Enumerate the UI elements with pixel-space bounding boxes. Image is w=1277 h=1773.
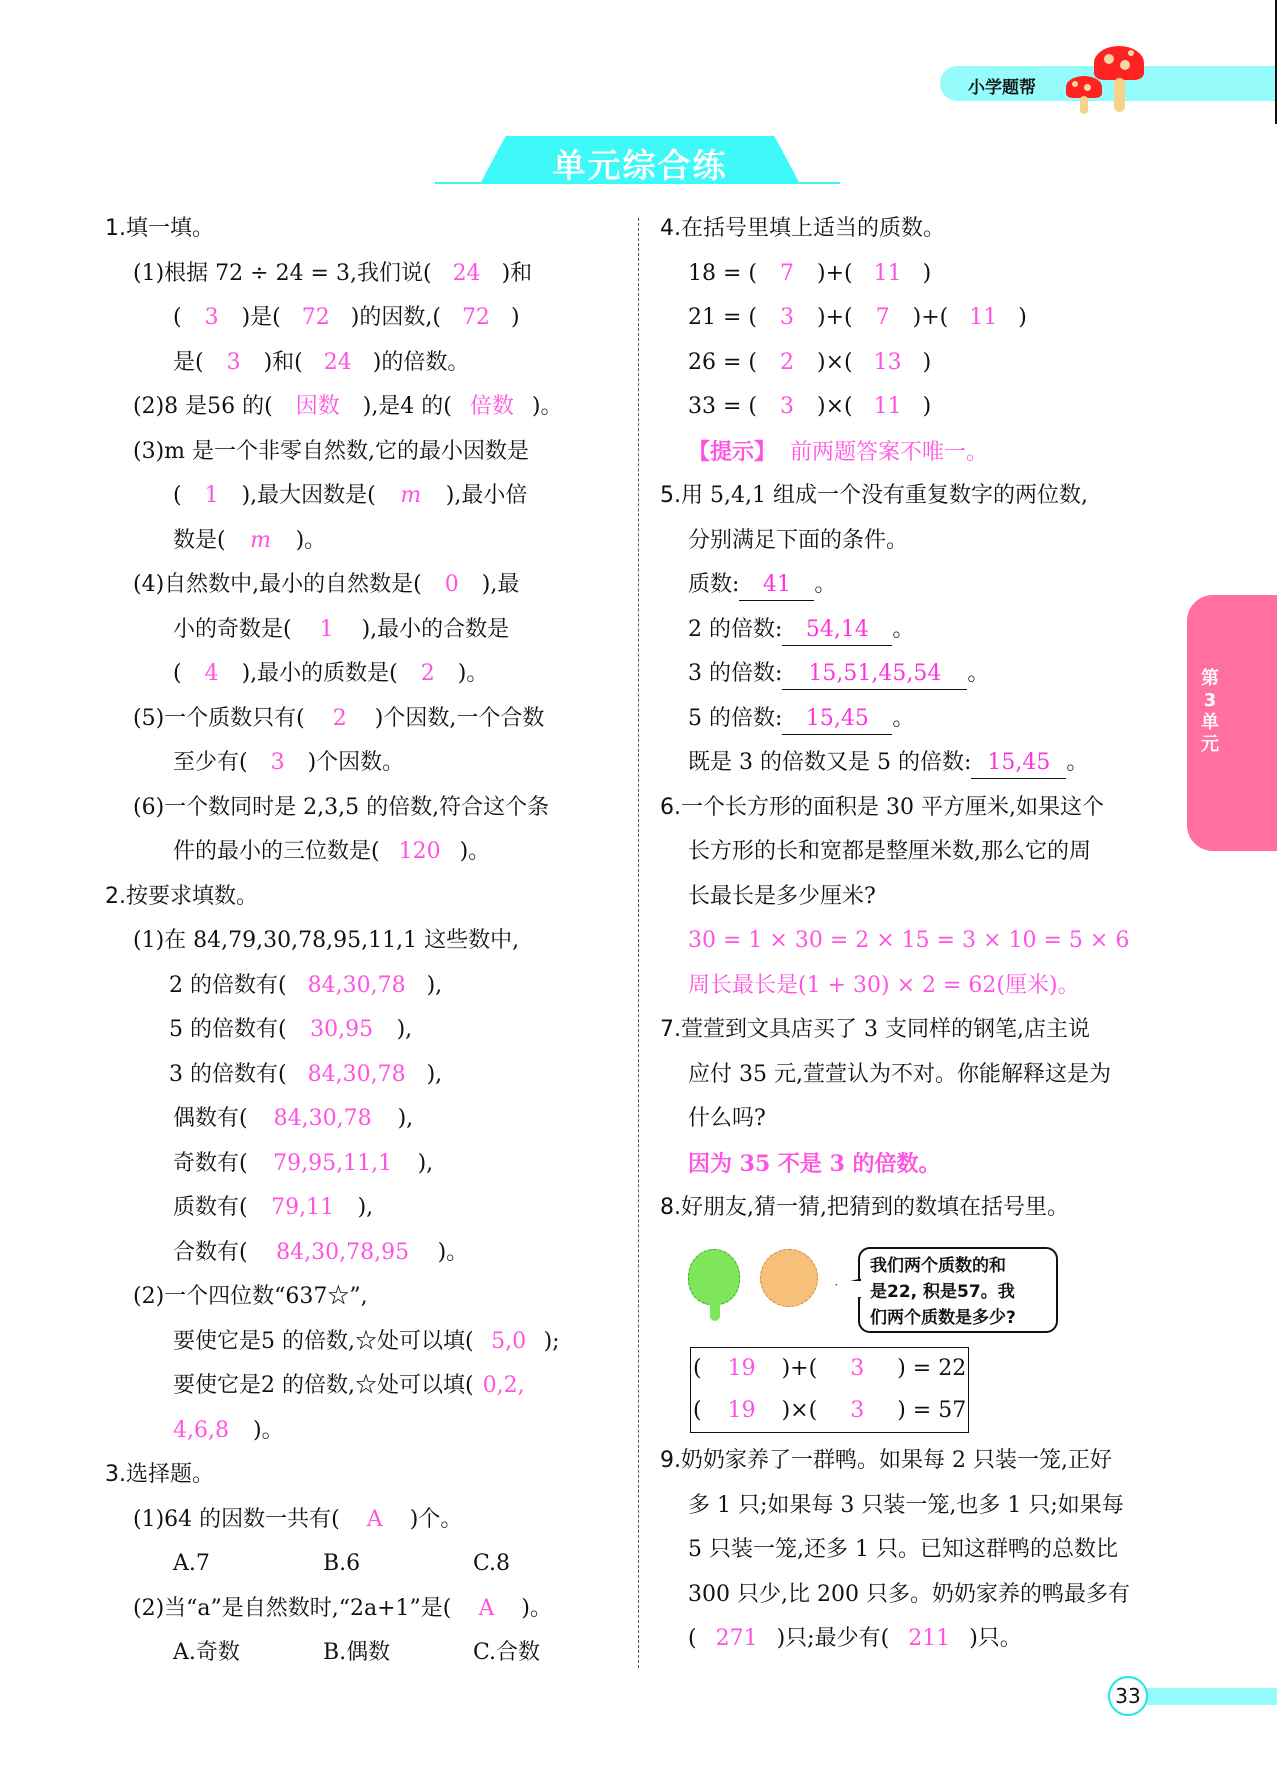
answer: 11 bbox=[969, 305, 998, 330]
q2-row: 质数有( 79,11 ), bbox=[105, 1186, 625, 1231]
q4-hint: 【提示】 前两题答案不唯一。 bbox=[688, 438, 989, 465]
option: C.8 bbox=[473, 1551, 511, 1576]
option: A.奇数 bbox=[173, 1640, 240, 1665]
q1-p4-line1: (4)自然数中,最小的自然数是( 0 ),最 bbox=[105, 563, 625, 608]
answer: m bbox=[400, 483, 422, 508]
q9-line3: 5 只装一笼,还多 1 只。已知这群鸭的总数比 bbox=[688, 1537, 1118, 1562]
answer: 79,95,11,1 bbox=[273, 1150, 393, 1176]
answer: 3 bbox=[226, 349, 241, 375]
speech-bubble: 我们两个质数的和 是22, 积是57。我 们两个质数是多少? bbox=[858, 1247, 1058, 1333]
answer: 4 bbox=[204, 661, 219, 686]
answer: 1 bbox=[204, 483, 219, 508]
q2-row: 合数有( 84,30,78,95 )。 bbox=[105, 1231, 625, 1276]
orange-character-icon bbox=[760, 1249, 818, 1307]
answer: 2 bbox=[332, 705, 347, 731]
column-divider bbox=[638, 218, 639, 1668]
q2-row: 2 的倍数有( 84,30,78 ), bbox=[105, 964, 625, 1009]
q1-p1-line1: (1)根据 72 ÷ 24 = 3,我们说( 24 )和 bbox=[105, 252, 625, 297]
q1-p3-line2: ( 1 ),最大因数是( m ),最小倍 bbox=[105, 474, 625, 519]
q9-line4: 300 只少,比 200 只多。奶奶家养的鸭最多有 bbox=[688, 1581, 1130, 1607]
q2-heading: 2.按要求填数。 bbox=[105, 883, 259, 909]
q2-p2-intro: (2)一个四位数“637☆”, bbox=[133, 1284, 368, 1309]
right-column bbox=[660, 207, 1180, 1662]
answer: 84,30,78 bbox=[273, 1106, 372, 1131]
q2-p2-line1: 要使它是5 的倍数,☆处可以填( 5,0 ); bbox=[105, 1320, 625, 1365]
answer: 3 bbox=[204, 305, 219, 330]
q5-row: 质数: 41 。 bbox=[660, 563, 1180, 608]
answer: 15,45 bbox=[971, 748, 1066, 779]
answer: 271 bbox=[715, 1626, 758, 1651]
answer: 72 bbox=[461, 305, 490, 330]
q5-heading: 5.用 5,4,1 组成一个没有重复数字的两位数, bbox=[660, 483, 1088, 508]
q1-p1-line2: ( 3 )是( 72 )的因数,( 72 ) bbox=[105, 296, 625, 341]
answer: 0,2, bbox=[482, 1373, 525, 1398]
answer: 7 bbox=[780, 260, 794, 286]
q7-line2: 应付 35 元,萱萱认为不对。你能解释这是为 bbox=[688, 1061, 1111, 1087]
q9-line2: 多 1 只;如果每 3 只装一笼,也多 1 只;如果每 bbox=[688, 1492, 1124, 1518]
option: B.偶数 bbox=[323, 1640, 391, 1665]
q7-answer: 因为 35 不是 3 的倍数。 bbox=[688, 1150, 941, 1177]
answer: 7 bbox=[875, 305, 890, 330]
q8-illustration bbox=[660, 1239, 1180, 1337]
q2-p2-line3: 4,6,8 )。 bbox=[105, 1409, 625, 1454]
answer: 24 bbox=[323, 349, 352, 375]
answer: 11 bbox=[873, 394, 902, 419]
q3-p1-options bbox=[105, 1542, 625, 1587]
q1-p3-line1: (3)m 是一个非零自然数,它的最小因数是 bbox=[133, 438, 530, 464]
q5-row: 5 的倍数: 15,45 。 bbox=[660, 697, 1180, 742]
q6-line3: 长最长是多少厘米? bbox=[688, 883, 876, 909]
answer: 4,6,8 bbox=[173, 1417, 229, 1443]
answer: m bbox=[250, 527, 272, 553]
unit-side-tab-label: 第3单元 bbox=[1201, 668, 1219, 755]
option: C.合数 bbox=[473, 1640, 541, 1665]
mushroom-large-icon bbox=[1094, 46, 1144, 112]
answer: 因数 bbox=[295, 394, 340, 419]
page-number-bar bbox=[1140, 1688, 1277, 1705]
q2-row: 5 的倍数有( 30,95 ), bbox=[105, 1008, 625, 1053]
q3-p2-options bbox=[105, 1631, 625, 1676]
green-character-icon bbox=[688, 1249, 740, 1305]
answer: 3 bbox=[850, 1355, 865, 1381]
answer: 15,51,45,54 bbox=[782, 659, 967, 690]
option: A.7 bbox=[173, 1551, 210, 1576]
left-column bbox=[105, 207, 625, 1676]
q1-p4-line2: 小的奇数是( 1 ),最小的合数是 bbox=[105, 608, 625, 653]
brand-label: 小学题帮 bbox=[968, 78, 1036, 98]
q2-p1-intro: (1)在 84,79,30,78,95,11,1 这些数中, bbox=[133, 928, 520, 953]
option: B.6 bbox=[323, 1551, 361, 1576]
q8-eq-sum: ( 19 )+( 3 ) = 22 bbox=[693, 1348, 966, 1390]
answer: 倍数 bbox=[469, 394, 514, 419]
q4-row: 18 = ( 7 )+( 11 ) bbox=[660, 252, 1180, 297]
answer: 79,11 bbox=[271, 1195, 335, 1220]
q4-row: 21 = ( 3 )+( 7 )+( 11 ) bbox=[660, 296, 1180, 341]
answer: 24 bbox=[452, 260, 481, 286]
q6-line2: 长方形的长和宽都是整厘米数,那么它的周 bbox=[688, 839, 1091, 864]
q1-p3-line3: 数是( m )。 bbox=[105, 519, 625, 564]
q1-p6-line2: 件的最小的三位数是( 120 )。 bbox=[105, 830, 625, 875]
q3-p2: (2)当“a”是自然数时,“2a+1”是( A )。 bbox=[105, 1587, 625, 1632]
q1-p5-line1: (5)一个质数只有( 2 )个因数,一个合数 bbox=[105, 697, 625, 742]
speech-bubble-tail bbox=[835, 1279, 861, 1299]
q1-p1-line3: 是( 3 )和( 24 )的倍数。 bbox=[105, 341, 625, 386]
q8-heading: 8.好朋友,猜一猜,把猜到的数填在括号里。 bbox=[660, 1195, 1069, 1220]
q6-answer1: 30 = 1 × 30 = 2 × 15 = 3 × 10 = 5 × 6 bbox=[688, 928, 1130, 953]
q6-answer2: 周长最长是(1 + 30) × 2 = 62(厘米)。 bbox=[688, 972, 1080, 998]
q5-row: 2 的倍数: 54,14 。 bbox=[660, 608, 1180, 653]
answer: 5,0 bbox=[491, 1328, 527, 1354]
answer: 3 bbox=[780, 305, 794, 330]
q5-line2: 分别满足下面的条件。 bbox=[688, 527, 909, 553]
q5-row: 3 的倍数: 15,51,45,54 。 bbox=[660, 652, 1180, 697]
q4-row: 33 = ( 3 )×( 11 ) bbox=[660, 385, 1180, 430]
answer: 1 bbox=[319, 616, 334, 642]
answer: 13 bbox=[873, 349, 902, 375]
q1-p2: (2)8 是56 的( 因数 ),是4 的( 倍数 )。 bbox=[105, 385, 625, 430]
q2-row: 奇数有( 79,95,11,1 ), bbox=[105, 1142, 625, 1187]
q7-heading: 7.萱萱到文具店买了 3 支同样的钢笔,店主说 bbox=[660, 1017, 1090, 1042]
answer: 84,30,78,95 bbox=[276, 1239, 410, 1265]
answer: 15,45 bbox=[782, 704, 892, 735]
answer: 2 bbox=[420, 661, 435, 686]
q9-heading: 9.奶奶家养了一群鸭。如果每 2 只装一笼,正好 bbox=[660, 1448, 1112, 1473]
answer: 19 bbox=[727, 1397, 756, 1423]
answer: 211 bbox=[908, 1626, 951, 1651]
q9-line5: ( 271 )只;最少有( 211 )只。 bbox=[660, 1617, 1180, 1662]
answer: 84,30,78 bbox=[307, 972, 406, 998]
green-character-stem bbox=[710, 1301, 720, 1321]
q2-row: 3 的倍数有( 84,30,78 ), bbox=[105, 1053, 625, 1098]
q3-heading: 3.选择题。 bbox=[105, 1462, 215, 1487]
answer: 3 bbox=[850, 1397, 865, 1423]
answer: 11 bbox=[873, 260, 902, 286]
q1-p5-line2: 至少有( 3 )个因数。 bbox=[105, 741, 625, 786]
answer: 120 bbox=[398, 839, 441, 864]
q2-row: 偶数有( 84,30,78 ), bbox=[105, 1097, 625, 1142]
answer: A bbox=[478, 1595, 495, 1621]
answer: 3 bbox=[270, 750, 285, 775]
q4-row: 26 = ( 2 )×( 13 ) bbox=[660, 341, 1180, 386]
page-number: 33 bbox=[1108, 1676, 1148, 1716]
answer: 0 bbox=[444, 572, 459, 597]
answer: 2 bbox=[780, 349, 794, 375]
q7-line3: 什么吗? bbox=[688, 1106, 766, 1131]
q2-p2-line2: 要使它是2 的倍数,☆处可以填( 0,2, bbox=[105, 1364, 625, 1409]
answer: 19 bbox=[727, 1355, 756, 1381]
q3-p1: (1)64 的因数一共有( A )个。 bbox=[105, 1498, 625, 1543]
q8-answer-box bbox=[690, 1347, 969, 1433]
q5-row: 既是 3 的倍数又是 5 的倍数: 15,45 。 bbox=[660, 741, 1180, 786]
answer: 84,30,78 bbox=[307, 1061, 406, 1087]
answer: 3 bbox=[780, 394, 794, 419]
answer: 41 bbox=[739, 570, 814, 601]
answer: 72 bbox=[301, 305, 330, 330]
answer: 54,14 bbox=[782, 615, 892, 646]
q8-eq-product: ( 19 )×( 3 ) = 57 bbox=[693, 1390, 966, 1432]
q4-heading: 4.在括号里填上适当的质数。 bbox=[660, 216, 946, 241]
answer: A bbox=[366, 1506, 383, 1532]
q1-heading: 1.填一填。 bbox=[105, 216, 215, 241]
q1-p6-line1: (6)一个数同时是 2,3,5 的倍数,符合这个条 bbox=[133, 794, 550, 820]
section-title: 单元综合练 bbox=[552, 146, 728, 185]
q1-p4-line3: ( 4 ),最小的质数是( 2 )。 bbox=[105, 652, 625, 697]
answer: 30,95 bbox=[310, 1017, 374, 1042]
q6-heading: 6.一个长方形的面积是 30 平方厘米,如果这个 bbox=[660, 794, 1104, 820]
